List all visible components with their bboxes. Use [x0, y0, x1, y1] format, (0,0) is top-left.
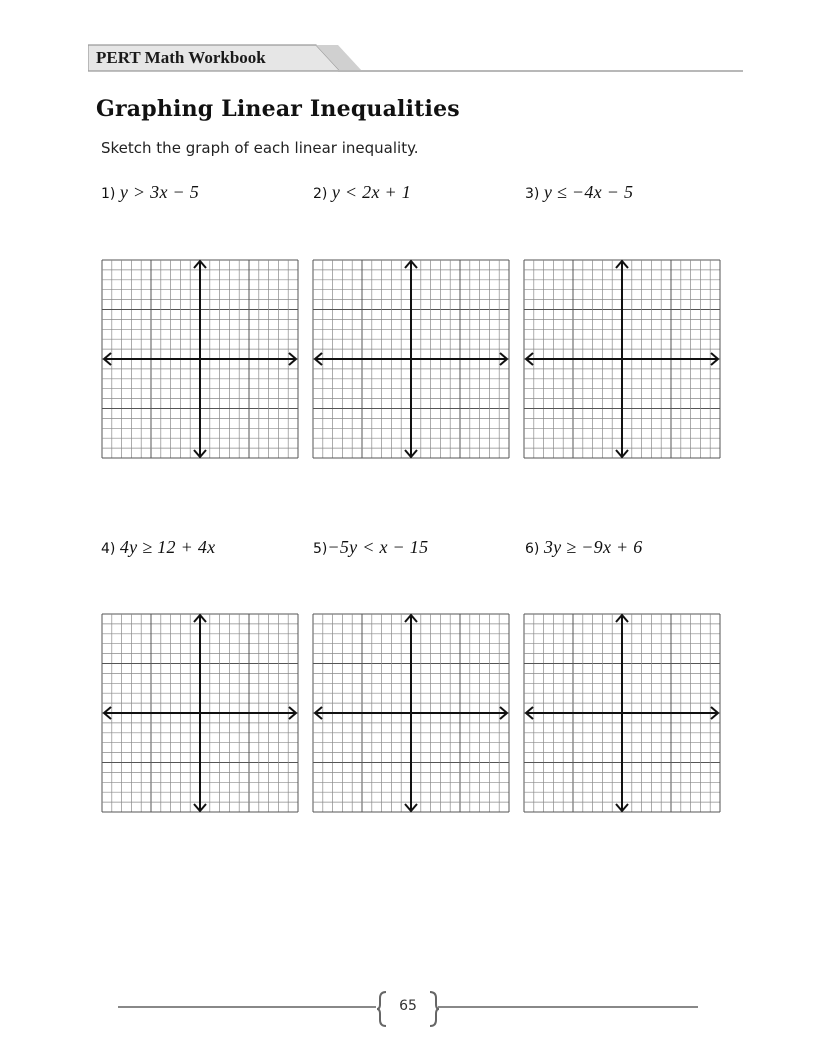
problem-5-label: 5) [313, 541, 328, 557]
problem-6-expression: 3y ≥ −9x + 6 [543, 537, 643, 557]
problem-4-label: 4) [101, 541, 120, 557]
left-brace-icon [376, 990, 388, 1028]
problem-6 [525, 537, 643, 558]
problem-3-label: 3) [525, 186, 544, 202]
problem-3-expression: y ≤ −4x − 5 [543, 182, 634, 202]
coordinate-grid-3[interactable] [522, 256, 722, 462]
problem-4 [101, 537, 215, 558]
footer-rule-right [438, 1006, 698, 1008]
coordinate-grid-6[interactable] [522, 610, 722, 816]
problem-1-expression: y > 3x − 5 [119, 182, 200, 202]
problem-5-expression: −5y < x − 15 [327, 537, 429, 557]
problem-2-label: 2) [313, 186, 332, 202]
problem-1-label: 1) [101, 186, 120, 202]
page-title: Graphing Linear Inequalities [96, 96, 460, 122]
problem-2-expression: y < 2x + 1 [331, 182, 412, 202]
problem-2 [313, 182, 411, 203]
problem-1 [101, 182, 199, 203]
footer-rule-left [118, 1006, 376, 1008]
coordinate-grid-1[interactable] [100, 256, 300, 462]
problem-6-label: 6) [525, 541, 544, 557]
problem-5 [313, 537, 428, 558]
problem-4-expression: 4y ≥ 12 + 4x [119, 537, 216, 557]
workbook-title: PERT Math Workbook [96, 48, 266, 67]
instructions: Sketch the graph of each linear inequality. [101, 139, 419, 157]
right-brace-icon [428, 990, 440, 1028]
header-rule [338, 70, 743, 72]
coordinate-grid-4[interactable] [100, 610, 300, 816]
coordinate-grid-5[interactable] [311, 610, 511, 816]
problem-3 [525, 182, 633, 203]
coordinate-grid-2[interactable] [311, 256, 511, 462]
page-number: 65 [399, 998, 417, 1014]
